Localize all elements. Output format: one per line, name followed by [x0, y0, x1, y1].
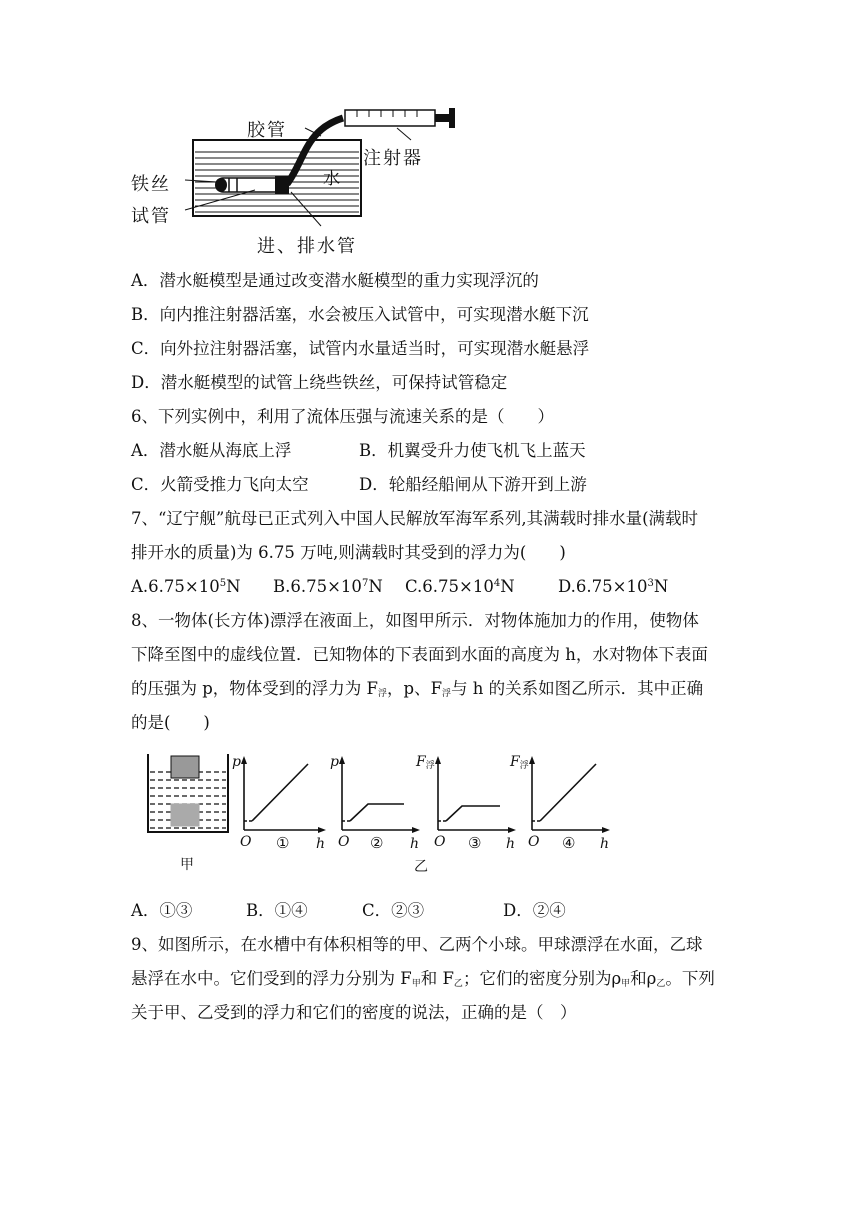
graph3-origin: O — [434, 834, 446, 850]
q9-line1: 9、如图所示，在水槽中有体积相等的甲、乙两个小球。甲球漂浮在水面，乙球 — [131, 935, 703, 954]
q9-line2-sub4: 乙 — [656, 979, 666, 989]
graph3-ylabel-f: F — [416, 754, 426, 770]
graph2-xlabel: h — [410, 836, 420, 852]
q8-line2: 下降至图中的虚线位置．已知物体的下表面到水面的高度为 h，水对物体下表面 — [131, 645, 708, 664]
graph1-xlabel: h — [316, 836, 326, 852]
q7-c-base: C.6.75×10 — [405, 577, 494, 596]
q9-line2-b: 和 F — [420, 969, 454, 988]
q9-line2-sub3: 甲 — [621, 979, 631, 989]
q7-line2: 排开水的质量)为 6.75 万吨,则满载时其受到的浮力为( ) — [131, 543, 566, 562]
graph3-number: ③ — [468, 834, 482, 852]
label-water: 水 — [323, 169, 342, 189]
q8-figure-drawing — [140, 750, 620, 880]
graph4-ylabel-f: F — [510, 754, 520, 770]
q7-b-base: B.6.75×10 — [273, 577, 362, 596]
q9-line2-e: 。下列 — [665, 969, 715, 988]
label-tube: 试管 — [131, 206, 171, 227]
q7-option-c — [405, 576, 515, 598]
q8-line3-a: 的压强为 p，物体受到的浮力为 F — [131, 679, 379, 698]
q6-option-c: C．火箭受推力飞向太空 — [131, 475, 309, 494]
q5-option-a: A．潜水艇模型是通过改变潜水艇模型的重力实现浮沉的 — [131, 271, 539, 290]
q9-line2-c: ；它们的密度分别为ρ — [462, 969, 622, 988]
q7-c-unit: N — [500, 577, 515, 596]
graph3-ylabel-sub: 浮 — [425, 761, 435, 771]
q5-option-b: B．向内推注射器活塞，水会被压入试管中，可实现潜水艇下沉 — [131, 305, 589, 324]
q7-line1: 7、“辽宁舰”航母已正式列入中国人民解放军海军系列,其满载时排水量(满载时 — [131, 509, 699, 528]
graph4-number: ④ — [562, 834, 576, 852]
graph4-xlabel: h — [600, 836, 610, 852]
graph4-ylabel — [510, 754, 529, 770]
graph4-ylabel-sub: 浮 — [519, 761, 529, 771]
q6-option-a: A．潜水艇从海底上浮 — [131, 441, 292, 460]
q6-option-d: D．轮船经船闸从下游开到上游 — [359, 475, 587, 494]
q8-line3-b: ，p、F — [387, 679, 443, 698]
q7-a-unit: N — [226, 577, 241, 596]
label-pipe: 进、排水管 — [257, 236, 357, 257]
q8-option-d: D．②④ — [503, 901, 566, 920]
q9-line3: 关于甲、乙受到的浮力和它们的密度的说法，正确的是（ ） — [131, 1003, 577, 1022]
q6-option-b: B．机翼受升力使飞机飞上蓝天 — [359, 441, 586, 460]
q7-b-exp: 7 — [361, 578, 369, 589]
graph2-ylabel: p — [330, 754, 339, 770]
q8-option-b: B．①④ — [246, 901, 308, 920]
q8-figure — [140, 750, 620, 880]
q7-a-exp: 5 — [219, 578, 227, 589]
q7-d-base: D.6.75×10 — [558, 577, 648, 596]
q9-line2-a: 悬浮在水中。它们受到的浮力分别为 F — [131, 969, 412, 988]
q8-line4: 的是( ) — [131, 713, 210, 732]
q9-line2 — [131, 968, 715, 990]
fig-label-jia: 甲 — [180, 857, 194, 873]
graph3-ylabel — [416, 754, 435, 770]
q7-a-base: A.6.75×10 — [131, 577, 220, 596]
graph4-origin: O — [528, 834, 540, 850]
q7-option-d — [558, 576, 668, 598]
q7-d-unit: N — [653, 577, 669, 596]
q8-line3-sub2: 浮 — [442, 689, 452, 699]
label-syringe: 注射器 — [363, 148, 423, 169]
q7-option-a — [131, 576, 241, 598]
graph1-origin: O — [240, 834, 252, 850]
q5-option-d: D．潜水艇模型的试管上绕些铁丝，可保持试管稳定 — [131, 373, 508, 392]
graph1-ylabel: p — [232, 754, 241, 770]
graph2-number: ② — [370, 834, 384, 852]
label-wire: 铁丝 — [131, 174, 171, 195]
q8-line3 — [131, 678, 703, 700]
q7-c-exp: 4 — [493, 578, 501, 589]
q9-line2-sub1: 甲 — [411, 979, 421, 989]
q8-option-a: A．①③ — [131, 901, 193, 920]
q5-option-c: C．向外拉注射器活塞，试管内水量适当时，可实现潜水艇悬浮 — [131, 339, 590, 358]
q8-line3-sub1: 浮 — [378, 689, 388, 699]
q9-line2-sub2: 乙 — [453, 979, 463, 989]
q7-b-unit: N — [368, 577, 383, 596]
q8-line3-c: 与 h 的关系如图乙所示．其中正确 — [451, 679, 704, 698]
graph1-number: ① — [276, 834, 290, 852]
fig-label-yi: 乙 — [414, 859, 428, 875]
q8-option-c: C．②③ — [362, 901, 425, 920]
label-hose: 胶管 — [247, 120, 287, 141]
q7-option-b — [273, 576, 383, 598]
graph2-origin: O — [338, 834, 350, 850]
q6-stem: 6、下列实例中，利用了流体压强与流速关系的是（ ） — [131, 407, 554, 426]
q7-d-exp: 3 — [647, 578, 654, 589]
q9-line2-d: 和ρ — [630, 969, 657, 988]
submarine-model-figure — [125, 100, 465, 260]
graph3-xlabel: h — [506, 836, 516, 852]
q8-line1: 8、一物体(长方体)漂浮在液面上，如图甲所示．对物体施加力的作用，使物体 — [131, 611, 699, 630]
